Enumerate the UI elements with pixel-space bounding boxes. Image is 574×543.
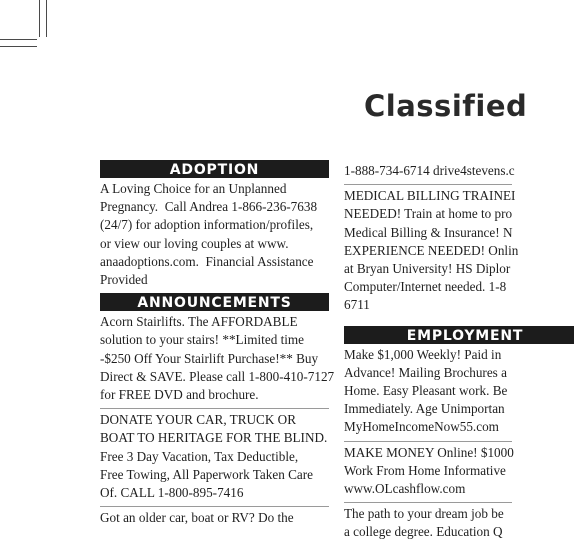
section-header-adoption: ADOPTION	[100, 160, 329, 178]
classified-ad: Got an older car, boat or RV? Do the	[100, 510, 294, 526]
crop-mark-vertical-1	[39, 0, 40, 37]
classified-ad: DONATE YOUR CAR, TRUCK OR BOAT TO HERITAGE FOR THE BLIND. Free 3 Day Vacation, Tax Deductible, Free Towing, All Paperwork Taken Care Of. CALL 1-800-895-7416	[100, 412, 328, 501]
page-title: Classified	[364, 89, 528, 123]
classified-ad: Make $1,000 Weekly! Paid in Advance! Mailing Brochures a Home. Easy Pleasant work. Be Immediately. Age Unimportan MyHomeIncomeNow55.com	[344, 346, 508, 435]
classified-ad: MEDICAL BILLING TRAINEI NEEDED! Train at home to pro Medical Billing & Insurance! N EXPERIENCE NEEDED! Onlin at Bryan University! HS Diplor Computer/Internet needed. 1-8 6711	[344, 188, 519, 313]
section-header-employment: EMPLOYMENT	[344, 326, 574, 344]
classified-ad: The path to your dream job be a college degree. Education Q	[344, 506, 504, 540]
crop-mark-horizontal-1	[0, 39, 37, 40]
classified-column-right	[344, 160, 524, 540]
classified-ad: 1-888-734-6714 drive4stevens.c	[344, 163, 515, 178]
crop-mark-horizontal-2	[0, 46, 37, 47]
classified-column-left	[100, 160, 335, 528]
section-header-announcements: ANNOUNCEMENTS	[100, 293, 329, 311]
crop-mark-vertical-2	[46, 0, 47, 37]
classified-ad: MAKE MONEY Online! $1000 Work From Home Informative www.OLcashflow.com	[344, 444, 514, 497]
classified-ad: A Loving Choice for an Unplanned Pregnancy. Call Andrea 1-866-236-7638 (24/7) for adoption information/profiles, or view our loving couples at www. anaadoptions.com. Financial Assistance Provided	[100, 181, 318, 288]
classified-ad: Acorn Stairlifts. The AFFORDABLE solution to your stairs! **Limited time -$250 Off Your Stairlift Purchase!** Buy Direct & SAVE. Please call 1-800-410-7127 for FREE DVD and brochure.	[100, 314, 335, 403]
